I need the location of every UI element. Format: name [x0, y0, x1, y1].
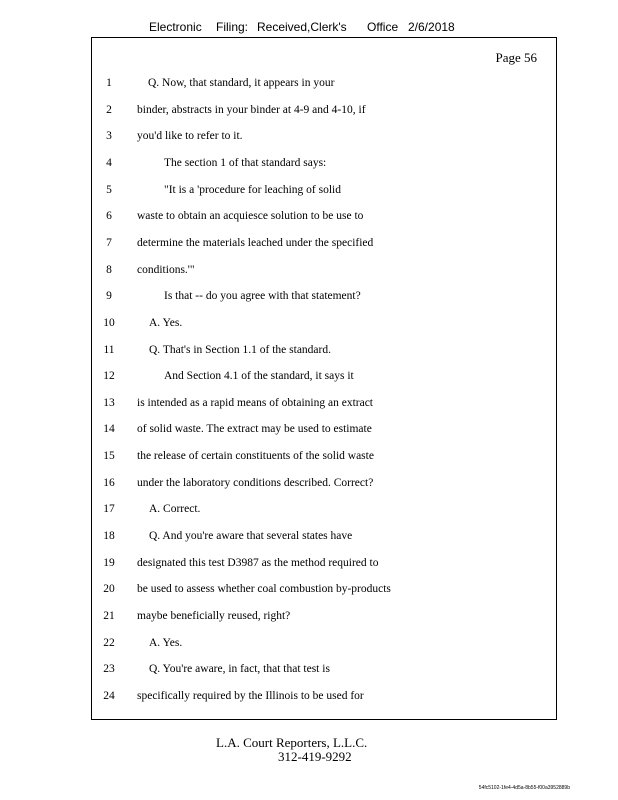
transcript-line: [92, 367, 558, 385]
line-text: of solid waste. The extract may be used to estimate: [137, 423, 372, 436]
line-number: 9: [106, 290, 112, 303]
transcript-line: [92, 447, 558, 465]
transcript-line: [92, 687, 558, 705]
transcript-page-frame: [91, 37, 557, 720]
line-text: you'd like to refer to it.: [137, 130, 243, 143]
transcript-line: [92, 207, 558, 225]
transcript-line: [92, 314, 558, 332]
filing-stamp-received: Received,Clerk's: [257, 20, 347, 34]
line-text: A. Correct.: [149, 503, 201, 516]
transcript-line: [92, 554, 558, 572]
line-number: 11: [103, 343, 115, 356]
line-number: 6: [106, 210, 112, 223]
line-text: binder, abstracts in your binder at 4-9 and 4-10, if: [137, 103, 366, 116]
line-number: 23: [103, 663, 115, 676]
line-text: And Section 4.1 of the standard, it says it: [164, 370, 354, 383]
transcript-line: [92, 527, 558, 545]
line-text: A. Yes.: [149, 636, 183, 649]
line-number: 1: [106, 77, 112, 89]
line-text: Q. Now, that standard, it appears in your: [148, 77, 335, 89]
footer-phone: 312-419-9292: [278, 749, 352, 764]
transcript-line: [92, 74, 558, 92]
transcript-line: [92, 287, 558, 305]
line-text: waste to obtain an acquiesce solution to be use to: [137, 210, 364, 223]
filing-stamp-office: Office: [367, 20, 399, 34]
transcript-line: [92, 580, 558, 598]
line-text: designated this test D3987 as the method required to: [137, 556, 379, 569]
transcript-line: [92, 607, 558, 625]
filing-stamp-filing: Filing:: [216, 20, 249, 34]
line-number: 22: [103, 636, 115, 649]
line-number: 17: [103, 503, 115, 516]
transcript-line: [92, 500, 558, 518]
transcript-line: [92, 261, 558, 279]
line-text: conditions.'": [137, 263, 195, 276]
filing-stamp-date: 2/6/2018: [408, 20, 455, 34]
line-text: Is that -- do you agree with that statement?: [164, 290, 361, 303]
line-number: 8: [106, 263, 112, 276]
transcript-line: [92, 181, 558, 199]
line-text: maybe beneficially reused, right?: [137, 610, 291, 622]
transcript-line: [92, 660, 558, 678]
footer-company: L.A. Court Reporters, L.L.C.: [216, 735, 368, 750]
line-text: The section 1 of that standard says:: [164, 156, 327, 169]
transcript-line: [92, 341, 558, 359]
line-number: 19: [103, 556, 115, 569]
line-number: 24: [103, 689, 115, 702]
transcript-line: [92, 394, 558, 412]
line-number: 2: [106, 103, 112, 116]
transcript-line: [92, 127, 558, 145]
line-number: 13: [103, 396, 115, 409]
transcript-line: [92, 634, 558, 652]
document-id: 54fc5102-1fe4-4d5a-8b55-f00a3952889b: [478, 785, 570, 791]
line-text: Q. And you're aware that several states have: [149, 530, 353, 543]
transcript-line: [92, 234, 558, 252]
line-number: 5: [106, 183, 112, 196]
line-text: the release of certain constituents of the solid waste: [137, 450, 374, 463]
line-text: "It is a 'procedure for leaching of solid: [164, 183, 341, 196]
transcript-line: [92, 474, 558, 492]
line-text: be used to assess whether coal combustion by-products: [137, 583, 391, 596]
line-number: 20: [103, 583, 115, 596]
filing-stamp: [0, 20, 618, 36]
line-number: 18: [103, 530, 115, 543]
line-number: 7: [106, 236, 112, 249]
line-number: 21: [103, 610, 115, 622]
line-text: Q. You're aware, in fact, that that test is: [149, 663, 330, 676]
line-text: under the laboratory conditions described. Correct?: [137, 476, 374, 489]
line-number: 4: [106, 156, 112, 169]
line-number: 10: [103, 316, 115, 329]
line-text: determine the materials leached under the specified: [137, 236, 374, 249]
line-number: 15: [103, 450, 115, 463]
page-number: Page 56: [495, 50, 537, 65]
transcript-line: [92, 154, 558, 172]
line-text: Q. That's in Section 1.1 of the standard.: [149, 343, 331, 356]
line-text: A. Yes.: [149, 316, 183, 329]
transcript-line: [92, 101, 558, 119]
line-number: 16: [103, 476, 115, 489]
line-text: specifically required by the Illinois to be used for: [137, 689, 364, 702]
filing-stamp-electronic: Electronic: [149, 20, 202, 34]
line-number: 12: [103, 370, 115, 383]
line-number: 14: [103, 423, 115, 436]
line-text: is intended as a rapid means of obtaining an extract: [137, 396, 373, 409]
line-number: 3: [106, 130, 112, 143]
transcript-line: [92, 420, 558, 438]
